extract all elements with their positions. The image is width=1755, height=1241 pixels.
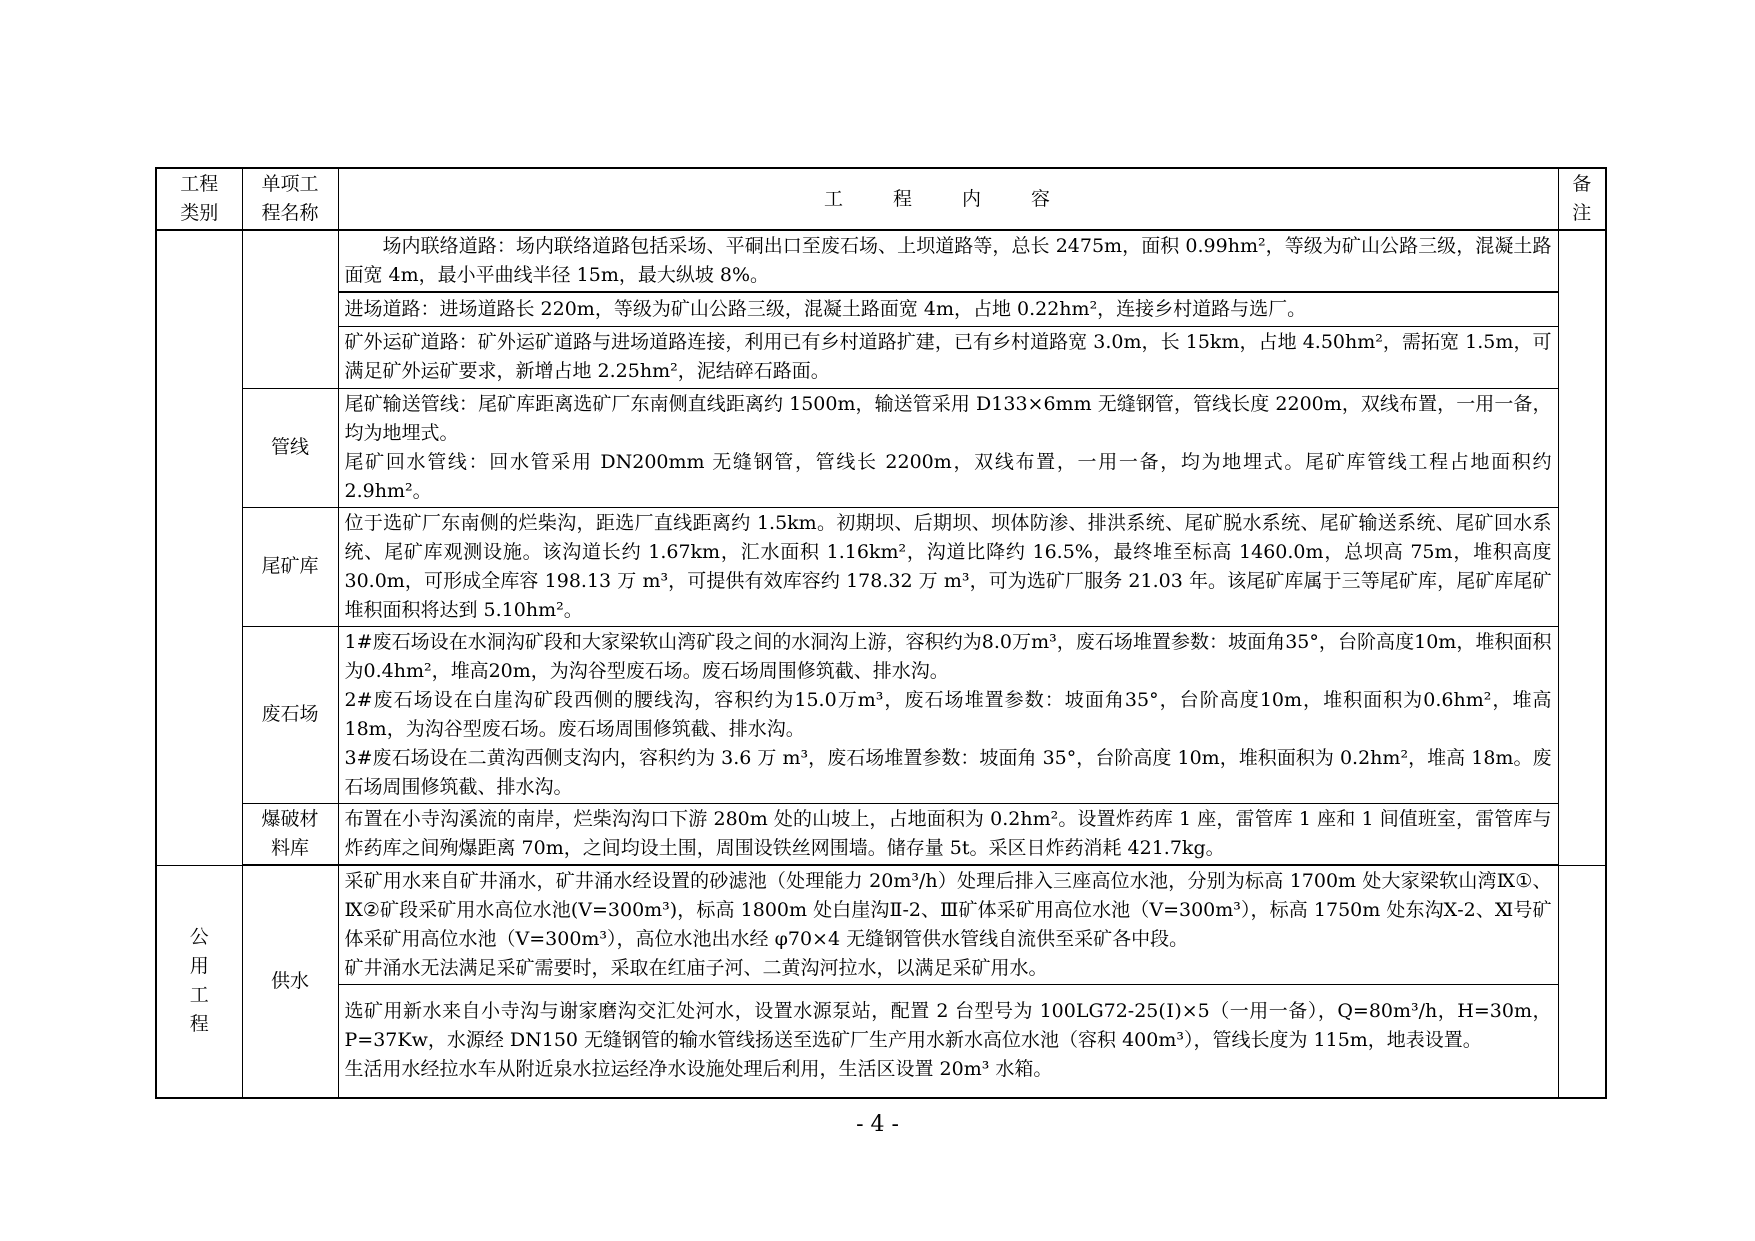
item-tailings: 尾矿库 xyxy=(242,507,338,626)
project-table xyxy=(155,167,1607,1099)
table-row xyxy=(156,626,1606,803)
page-number: - 4 - xyxy=(856,1112,899,1137)
table-row xyxy=(156,803,1606,864)
row-external-road: 矿外运矿道路：矿外运矿道路与进场道路连接，利用已有乡村道路扩建，已有乡村道路宽 3.0m，长 15km，占地 4.50hm²，需拓宽 1.5m，可满足矿外运矿要求，新增占地 2.25hm²，泥结碎石路面。 xyxy=(338,326,1558,388)
item-water-supply: 供水 xyxy=(242,865,338,1098)
table-row xyxy=(156,984,1606,1098)
category-public-works: 公 用 工 程 xyxy=(156,865,242,1098)
note-cell-public xyxy=(1558,865,1606,1098)
item-cell-roads xyxy=(242,230,338,388)
row-tailings: 位于选矿厂东南侧的烂柴沟，距选厂直线距离约 1.5km。初期坝、后期坝、坝体防渗、排洪系统、尾矿脱水系统、尾矿输送系统、尾矿回水系统、尾矿库观测设施。该沟道长约 1.67km，汇水面积 1.16km²，沟道比降约 16.5%，最终堆至标高 1460.0m，总坝高 75m，堆积高度 30.0m，可形成全库容 198.13 万 m³，可提供有效库容约 178.32 万 m³，可为选矿厂服务 21.03 年。该尾矿库属于三等尾矿库，尾矿库尾矿堆积面积将达到 5.10hm²。 xyxy=(338,507,1558,626)
category-cell-main xyxy=(156,230,242,865)
header-note: 备 注 xyxy=(1558,168,1606,230)
table-row xyxy=(156,388,1606,507)
table-row xyxy=(156,292,1606,326)
row-mining-water: 采矿用水来自矿井涌水，矿井涌水经设置的砂滤池（处理能力 20m³/h）处理后排入三座高位水池，分别为标高 1700m 处大家梁软山湾Ⅸ①、Ⅸ②矿段采矿用水高位水池(V=300m³)，标高 1800m 处白崖沟Ⅱ-2、Ⅲ矿体采矿用高位水池（V=300m³），标高 1750m 处东沟Ⅹ-2、Ⅺ号矿体采矿用高位水池（V=300m³），高位水池出水经 φ70×4 无缝钢管供水管线自流供至采矿各中段。 矿井涌水无法满足采矿需要时，采取在红庙子河、二黄沟河拉水，以满足采矿用水。 xyxy=(338,865,1558,984)
table-row xyxy=(156,865,1606,984)
table-row xyxy=(156,326,1606,388)
table-row xyxy=(156,230,1606,292)
item-pipeline: 管线 xyxy=(242,388,338,507)
row-pipeline: 尾矿输送管线：尾矿库距离选矿厂东南侧直线距离约 1500m，输送管采用 D133×6mm 无缝钢管，管线长度 2200m，双线布置，一用一备，均为地埋式。 尾矿回水管线：回水管采用 DN200mm 无缝钢管，管线长 2200m，双线布置，一用一备，均为地埋式。尾矿库管线工程占地面积约 2.9hm²。 xyxy=(338,388,1558,507)
row-dressing-water: 选矿用新水来自小寺沟与谢家磨沟交汇处河水，设置水源泵站，配置 2 台型号为 100LG72-25(Ⅰ)×5（一用一备），Q=80m³/h，H=30m，P=37Kw，水源经 DN150 无缝钢管的输水管线扬送至选矿厂生产用水新水高位水池（容积 400m³），管线长度为 115m，地表设置。 生活用水经拉水车从附近泉水拉运经净水设施处理后利用，生活区设置 20m³ 水箱。 xyxy=(338,984,1558,1098)
note-cell-main xyxy=(1558,230,1606,865)
row-entrance-road: 进场道路：进场道路长 220m，等级为矿山公路三级，混凝土路面宽 4m，占地 0.22hm²，连接乡村道路与选厂。 xyxy=(338,292,1558,326)
item-explosive-store: 爆破材 料库 xyxy=(242,803,338,864)
table-header-row xyxy=(156,168,1606,230)
header-category: 工程 类别 xyxy=(156,168,242,230)
row-explosive-store: 布置在小寺沟溪流的南岸，烂柴沟沟口下游 280m 处的山坡上，占地面积为 0.2hm²。设置炸药库 1 座，雷管库 1 座和 1 间值班室，雷管库与炸药库之间殉爆距离 70m，之间均设土围，周围设铁丝网围墙。储存量 5t。采区日炸药消耗 421.7kg。 xyxy=(338,803,1558,864)
row-intra-site-road: 场内联络道路：场内联络道路包括采场、平硐出口至废石场、上坝道路等，总长 2475m，面积 0.99hm²，等级为矿山公路三级，混凝土路面宽 4m，最小平曲线半径 15m，最大纵坡 8%。 xyxy=(338,230,1558,292)
item-waste-rock: 废石场 xyxy=(242,626,338,803)
row-waste-rock: 1#废石场设在水洞沟矿段和大家梁软山湾矿段之间的水洞沟上游，容积约为8.0万m³，废石场堆置参数：坡面角35°，台阶高度10m，堆积面积为0.4hm²，堆高20m，为沟谷型废石场。废石场周围修筑截、排水沟。 2#废石场设在白崖沟矿段西侧的腰线沟，容积约为15.0万m³，废石场堆置参数：坡面角35°，台阶高度10m，堆积面积为0.6hm²，堆高18m，为沟谷型废石场。废石场周围修筑截、排水沟。 3#废石场设在二黄沟西侧支沟内，容积约为 3.6 万 m³，废石场堆置参数：坡面角 35°，台阶高度 10m，堆积面积为 0.2hm²，堆高 18m。废石场周围修筑截、排水沟。 xyxy=(338,626,1558,803)
header-item-name: 单项工 程名称 xyxy=(242,168,338,230)
header-content: 工 程 内 容 xyxy=(338,168,1558,230)
table-row xyxy=(156,507,1606,626)
